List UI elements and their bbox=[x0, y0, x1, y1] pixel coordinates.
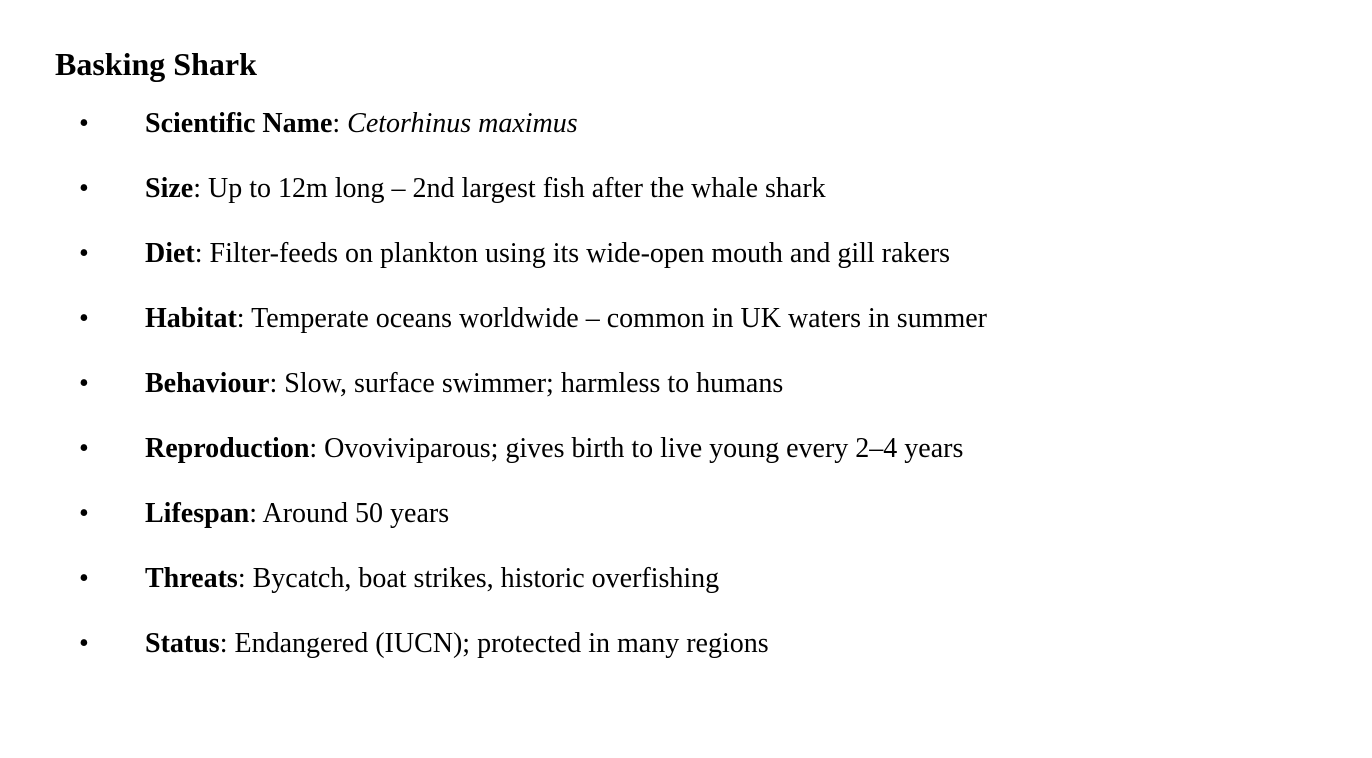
fact-label: Threats bbox=[145, 563, 238, 594]
facts-list bbox=[55, 104, 1332, 689]
fact-value: Up to 12m long – 2nd largest fish after the whale shark bbox=[208, 173, 826, 204]
list-item-size bbox=[55, 169, 1332, 234]
fact-label: Scientific Name bbox=[145, 108, 333, 139]
list-item-lifespan bbox=[55, 494, 1332, 559]
fact-label: Reproduction bbox=[145, 433, 310, 464]
fact-value: Ovoviviparous; gives birth to live young every 2–4 years bbox=[324, 433, 964, 464]
fact-separator: : bbox=[309, 433, 325, 464]
fact-label: Status bbox=[145, 628, 220, 659]
list-item-scientific-name bbox=[55, 104, 1332, 169]
list-item-reproduction bbox=[55, 429, 1332, 494]
fact-value: Slow, surface swimmer; harmless to humans bbox=[284, 368, 784, 399]
fact-value: Filter-feeds on plankton using its wide-open mouth and gill rakers bbox=[209, 238, 951, 269]
fact-value: Bycatch, boat strikes, historic overfishing bbox=[252, 563, 720, 594]
document-page bbox=[55, 42, 1332, 689]
list-item-status bbox=[55, 624, 1332, 689]
page-title: Basking Shark bbox=[55, 46, 257, 82]
fact-label: Size bbox=[145, 173, 194, 204]
bullet-icon: • bbox=[79, 108, 89, 139]
bullet-icon: • bbox=[79, 173, 89, 204]
fact-separator: : bbox=[269, 368, 285, 399]
fact-label: Behaviour bbox=[145, 368, 270, 399]
fact-label: Habitat bbox=[145, 303, 237, 334]
bullet-icon: • bbox=[79, 433, 89, 464]
fact-separator: : bbox=[194, 238, 210, 269]
fact-value: Temperate oceans worldwide – common in UK waters in summer bbox=[251, 303, 988, 334]
list-item-threats bbox=[55, 559, 1332, 624]
bullet-icon: • bbox=[79, 498, 89, 529]
fact-value: Endangered (IUCN); protected in many regions bbox=[234, 628, 769, 659]
list-item-diet bbox=[55, 234, 1332, 299]
fact-separator: : bbox=[193, 173, 208, 204]
bullet-icon: • bbox=[79, 238, 89, 269]
bullet-icon: • bbox=[79, 368, 89, 399]
fact-value: Cetorhinus maximus bbox=[347, 108, 578, 139]
fact-separator: : bbox=[237, 563, 253, 594]
fact-label: Lifespan bbox=[145, 498, 250, 529]
fact-separator: : bbox=[249, 498, 263, 529]
fact-label: Diet bbox=[145, 238, 195, 269]
list-item-behaviour bbox=[55, 364, 1332, 429]
fact-separator: : bbox=[219, 628, 235, 659]
bullet-icon: • bbox=[79, 628, 89, 659]
fact-separator: : bbox=[332, 108, 348, 139]
bullet-icon: • bbox=[79, 303, 89, 334]
fact-value: Around 50 years bbox=[262, 498, 450, 529]
fact-separator: : bbox=[236, 303, 252, 334]
bullet-icon: • bbox=[79, 563, 89, 594]
list-item-habitat bbox=[55, 299, 1332, 364]
